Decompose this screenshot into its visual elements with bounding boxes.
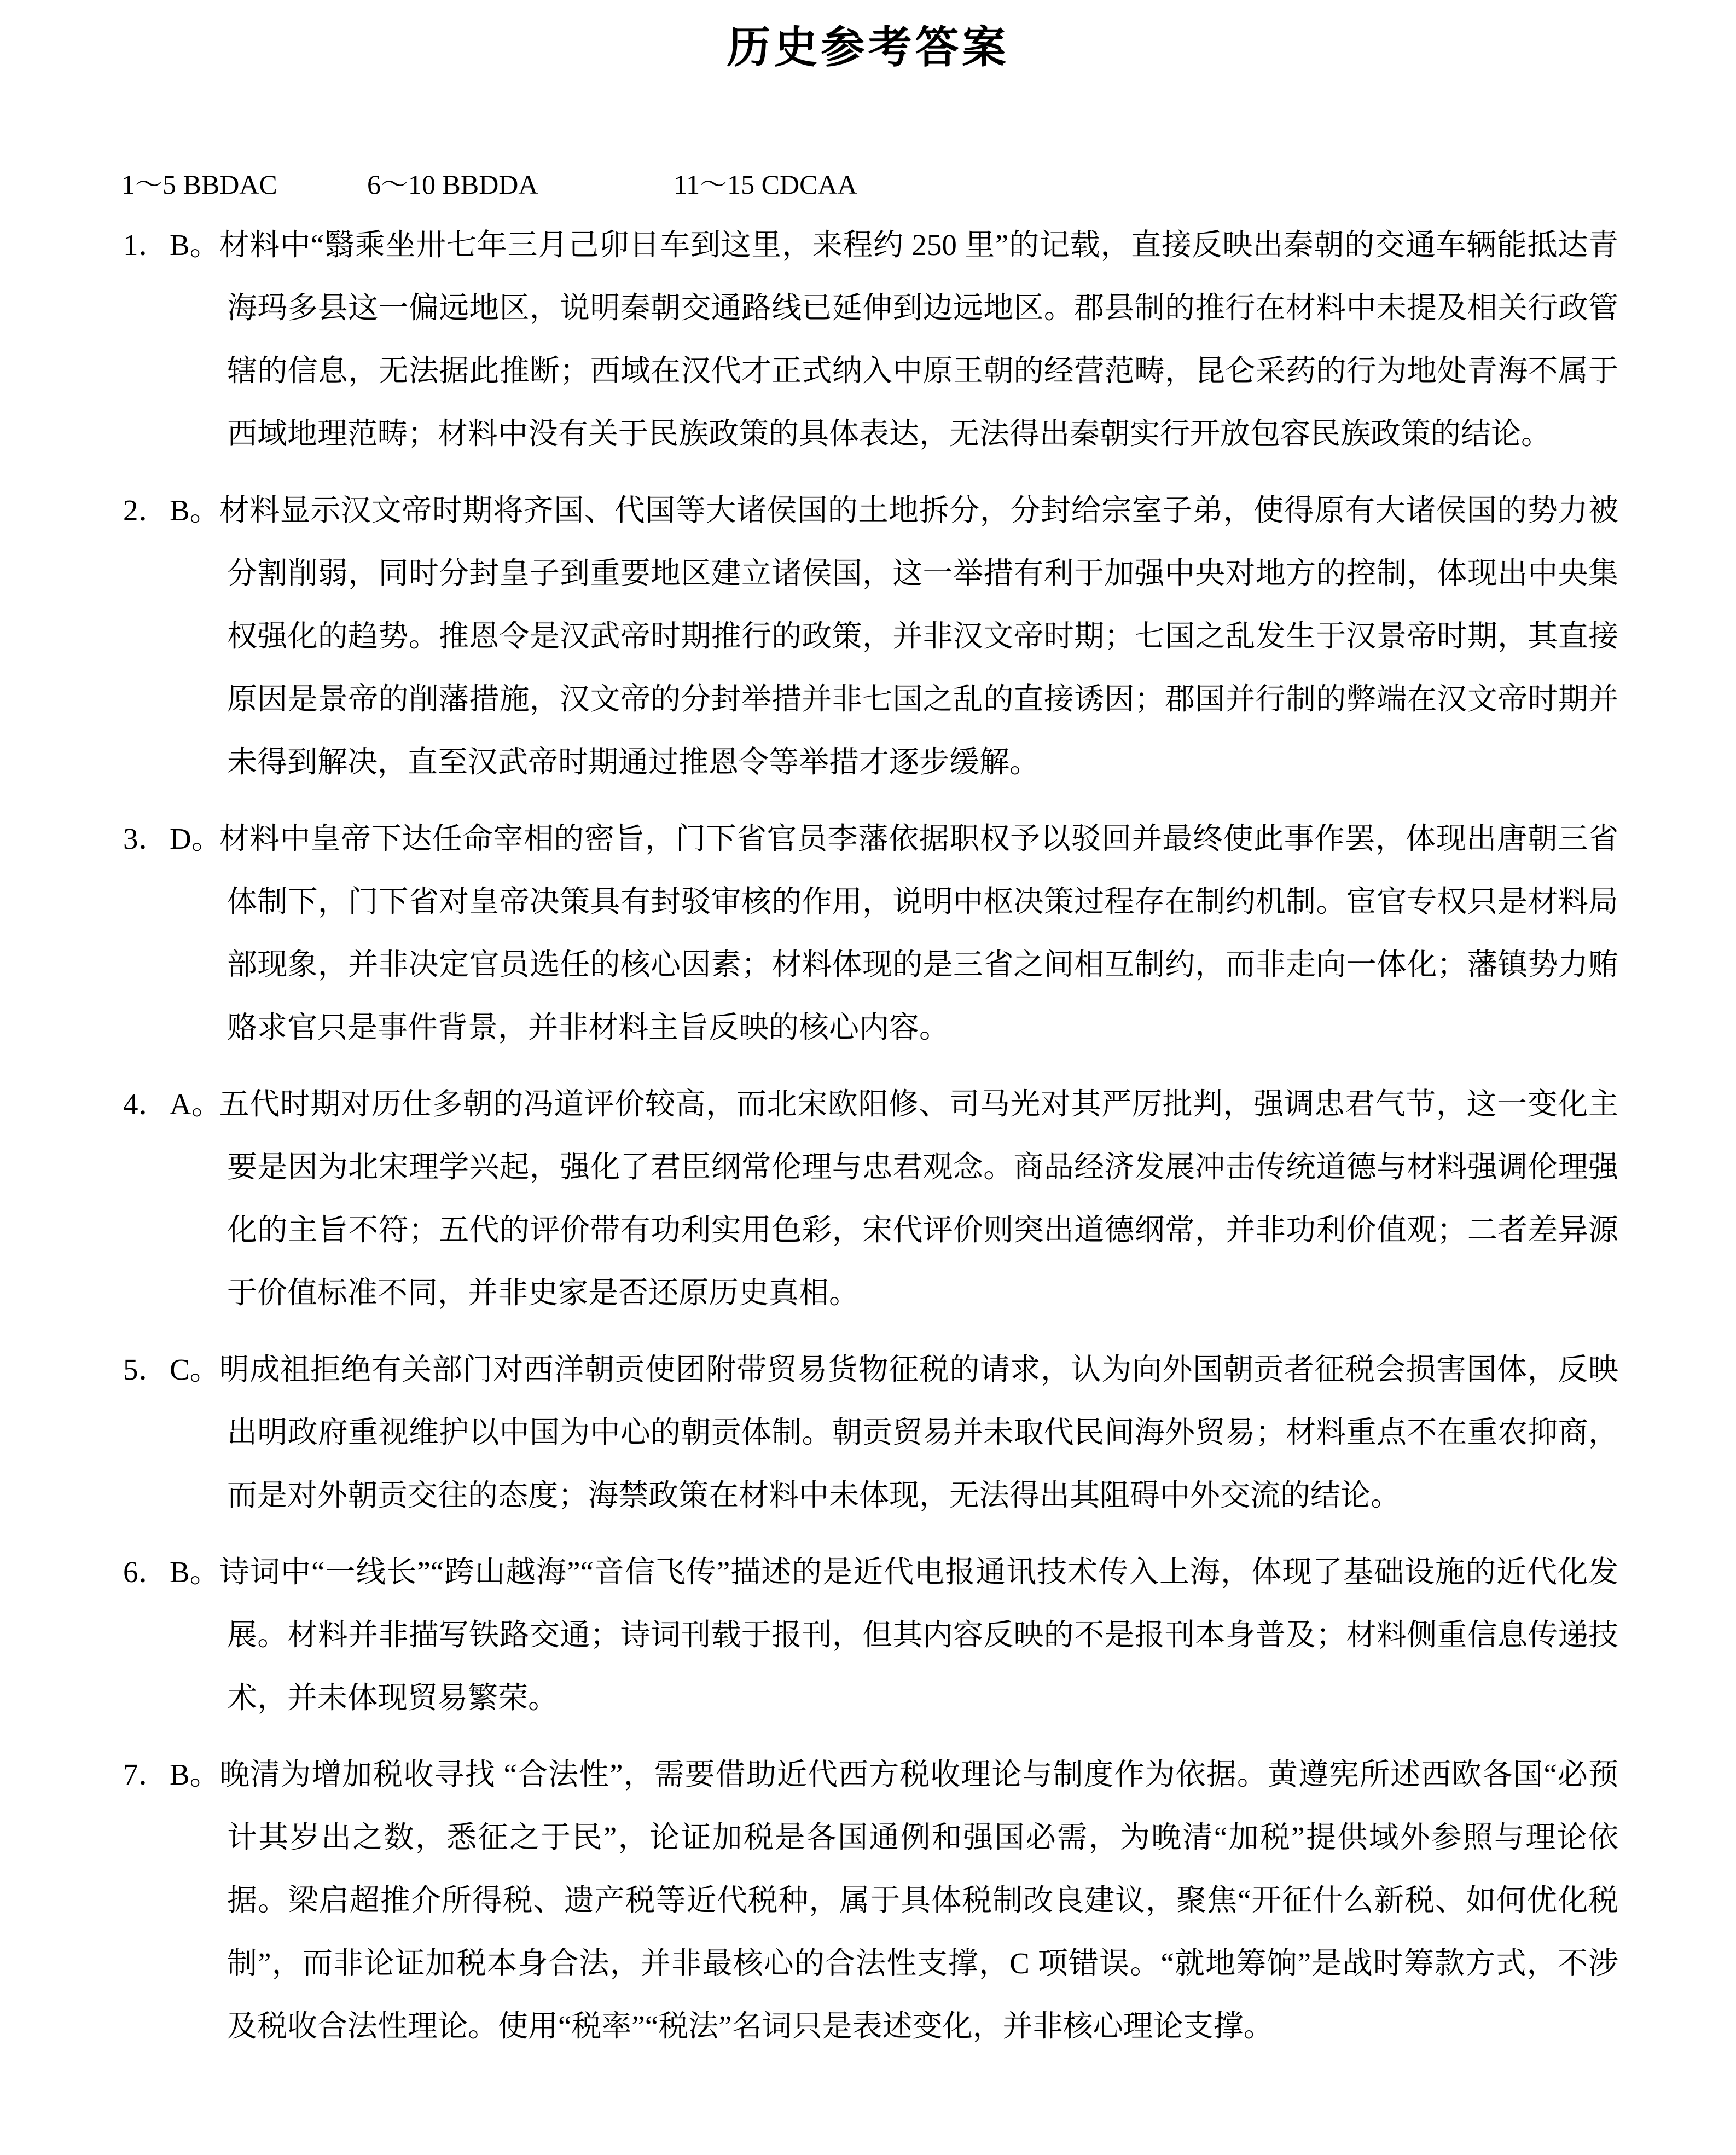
answer-items xyxy=(0,213,1736,2058)
item-number: 5． xyxy=(123,1353,169,1386)
answer-item-6 xyxy=(123,1540,1618,1729)
item-option: D。 xyxy=(170,822,222,855)
item-explanation: 材料中“翳乘坐卅七年三月己卯日车到这里，来程约 250 里”的记载，直接反映出秦朝的交通车辆能抵达青海玛多县这一偏远地区，说明秦朝交通路线已延伸到边远地区。郡县制的推行在材料中未提及相关行政管辖的信息，无法据此推断；西域在汉代才正式纳入中原王朝的经营范畴，昆仑采药的行为地处青海不属于西域地理范畴；材料中没有关于民族政策的具体表达，无法得出秦朝实行开放包容民族政策的结论。 xyxy=(219,228,1618,450)
item-option: A。 xyxy=(170,1087,222,1121)
item-explanation: 明成祖拒绝有关部门对西洋朝贡使团附带贸易货物征税的请求，认为向外国朝贡者征税会损害国体，反映出明政府重视维护以中国为中心的朝贡体制。朝贡贸易并未取代民间海外贸易；材料重点不在重农抑商，而是对外朝贡交往的态度；海禁政策在材料中未体现，无法得出其阻碍中外交流的结论。 xyxy=(219,1353,1618,1512)
answer-key-group-1-5: 1～5 BBDAC xyxy=(121,169,277,200)
answer-key-group-6-10: 6～10 BBDDA xyxy=(367,169,538,200)
answer-item-1 xyxy=(123,213,1618,465)
item-number: 4． xyxy=(123,1087,169,1121)
item-number: 3． xyxy=(123,822,169,855)
answer-item-7 xyxy=(123,1743,1618,2058)
item-option: B。 xyxy=(170,494,220,527)
item-explanation: 材料显示汉文帝时期将齐国、代国等大诸侯国的土地拆分，分封给宗室子弟，使得原有大诸侯国的势力被分割削弱，同时分封皇子到重要地区建立诸侯国，这一举措有利于加强中央对地方的控制，体现出中央集权强化的趋势。推恩令是汉武帝时期推行的政策，并非汉文帝时期；七国之乱发生于汉景帝时期，其直接原因是景帝的削藩措施，汉文帝的分封举措并非七国之乱的直接诱因；郡国并行制的弊端在汉文帝时期并未得到解决，直至汉武帝时期通过推恩令等举措才逐步缓解。 xyxy=(219,494,1618,779)
item-explanation: 晚清为增加税收寻找 “合法性”，需要借助近代西方税收理论与制度作为依据。黄遵宪所述西欧各国“必预计其岁出之数，悉征之于民”，论证加税是各国通例和强国必需，为晚清“加税”提供域外参照与理论依据。梁启超推介所得税、遗产税等近代税种，属于具体税制改良建议，聚焦“开征什么新税、如何优化税制”，而非论证加税本身合法，并非最核心的合法性支撑，C 项错误。“就地筹饷”是战时筹款方式，不涉及税收合法性理论。使用“税率”“税法”名词只是表述变化，并非核心理论支撑。 xyxy=(219,1758,1619,2043)
answer-key-row xyxy=(121,169,1736,200)
answer-item-4 xyxy=(123,1073,1618,1324)
page-title: 历史参考答案 xyxy=(727,23,1009,72)
item-explanation: 材料中皇帝下达任命宰相的密旨，门下省官员李藩依据职权予以驳回并最终使此事作罢，体现出唐朝三省体制下，门下省对皇帝决策具有封驳审核的作用，说明中枢决策过程存在制约机制。宦官专权只是材料局部现象，并非决定官员选任的核心因素；材料体现的是三省之间相互制约，而非走向一体化；藩镇势力贿赂求官只是事件背景，并非材料主旨反映的核心内容。 xyxy=(219,822,1618,1044)
item-number: 2． xyxy=(123,494,169,527)
item-option: B。 xyxy=(170,1555,220,1589)
answer-key-group-11-15: 11～15 CDCAA xyxy=(674,169,857,200)
answer-item-5 xyxy=(123,1338,1618,1527)
item-number: 1． xyxy=(123,228,169,262)
answer-item-3 xyxy=(123,807,1618,1059)
item-explanation: 五代时期对历仕多朝的冯道评价较高，而北宋欧阳修、司马光对其严厉批判，强调忠君气节，这一变化主要是因为北宋理学兴起，强化了君臣纲常伦理与忠君观念。商品经济发展冲击传统道德与材料强调伦理强化的主旨不符；五代的评价带有功利实用色彩，宋代评价则突出道德纲常，并非功利价值观；二者差异源于价值标准不同，并非史家是否还原历史真相。 xyxy=(219,1087,1618,1310)
item-option: B。 xyxy=(170,1758,220,1791)
item-number: 7． xyxy=(123,1758,169,1791)
item-number: 6． xyxy=(123,1555,169,1589)
item-explanation: 诗词中“一线长”“跨山越海”“音信飞传”描述的是近代电报通讯技术传入上海，体现了基础设施的近代化发展。材料并非描写铁路交通；诗词刊载于报刊，但其内容反映的不是报刊本身普及；材料侧重信息传递技术，并未体现贸易繁荣。 xyxy=(219,1555,1618,1714)
item-option: C。 xyxy=(170,1353,220,1386)
answer-item-2 xyxy=(123,479,1618,793)
item-option: B。 xyxy=(170,228,220,262)
